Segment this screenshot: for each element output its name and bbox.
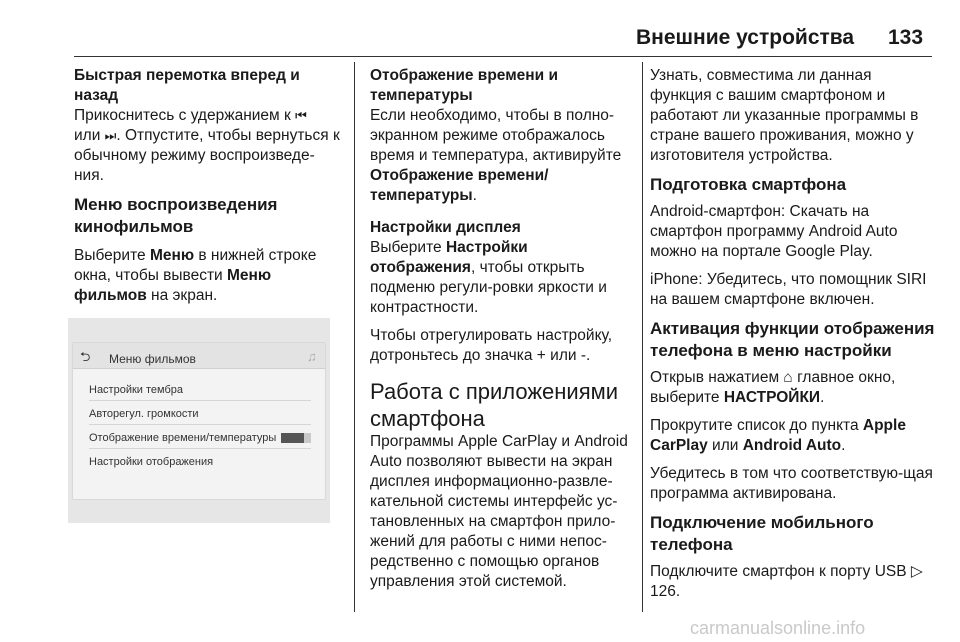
heading-prepare-smartphone: Подготовка смартфона	[650, 175, 847, 194]
paragraph-android: Android-смартфон: Скачать на смартфон программу Android Auto можно на портале Google Play.	[650, 203, 898, 260]
screen-figure	[68, 318, 330, 523]
time-temp-toggle[interactable]	[281, 433, 311, 443]
home-icon: ⌂	[783, 369, 793, 386]
paragraph-open-settings: Открыв нажатием ⌂ главное окно, выберите НАСТРОЙКИ.	[650, 369, 896, 406]
paragraph-iphone: iPhone: Убедитесь, что помощник SIRI на вашем смартфоне включен.	[650, 271, 927, 308]
column-2	[370, 66, 634, 600]
column-3	[650, 66, 936, 610]
paragraph-adjust: Чтобы отрегулировать настройку, дотроньтесь до значка + или -.	[370, 327, 613, 364]
heading-movie-menu: Меню воспроизведения кинофильмов	[74, 195, 278, 236]
paragraph-fast-forward: Прикоснитесь с удержанием к ⏮ или ⏭. Отпустите, чтобы вернуться к обычному режиму воспроизведе-ния.	[74, 107, 340, 184]
paragraph-compatibility: Узнать, совместима ли данная функция с вашим смартфоном и работают ли указанные программы в стране вашего проживания, можно у изготовителя устройства.	[650, 67, 919, 164]
paragraph-scroll-list: Прокрутите список до пункта Apple CarPlay или Android Auto.	[650, 417, 906, 454]
skip-next-icon: ⏭	[104, 128, 117, 143]
column-1	[74, 66, 342, 523]
paragraph-carplay-android: Программы Apple CarPlay и Android Auto позволяют вывести на экран дисплея информационно-развле-кательной системы интерфейс ус-тановленных на смартфон прило-жений для работы с ними непос-редственно с помощью органов управления этой системой.	[370, 433, 628, 590]
skip-previous-icon: ⏮	[295, 108, 307, 123]
column-divider-2	[642, 62, 643, 612]
page-number: 133	[888, 26, 924, 49]
menu-item-time-temp-display[interactable]: Отображение времени/температуры	[89, 427, 311, 449]
page-title: Внешние устройства	[636, 26, 855, 49]
heading-time-temp: Отображение времени и температуры	[370, 67, 559, 104]
menu-item-display-settings[interactable]: Настройки отображения	[89, 456, 214, 468]
column-divider-1	[354, 62, 355, 612]
heading-fast-forward: Быстрая перемотка вперед и назад	[74, 67, 300, 104]
music-note-icon: ♫	[307, 349, 317, 364]
page-reference-icon: ▷	[910, 563, 923, 580]
heading-connect-phone: Подключение мобильного телефона	[650, 513, 874, 554]
screen-title: Меню фильмов	[109, 352, 196, 366]
heading-smartphone-apps: Работа с приложениями смартфона	[370, 379, 619, 431]
watermark: carmanualsonline.info	[690, 618, 866, 638]
heading-display-settings: Настройки дисплея	[370, 219, 521, 236]
header-divider	[74, 56, 932, 57]
menu-item-auto-volume[interactable]: Авторегул. громкости	[89, 403, 311, 425]
paragraph-connect-usb: Подключите смартфон к порту USB ▷ 126.	[650, 563, 923, 600]
menu-item-tone-settings[interactable]: Настройки тембра	[89, 379, 311, 401]
infotainment-screen	[72, 342, 326, 500]
page-header	[0, 26, 960, 60]
paragraph-verify-active: Убедитесь в том что соответствую-щая программа активирована.	[650, 465, 933, 502]
screen-title-bar	[73, 343, 325, 369]
paragraph-time-temp: Если необходимо, чтобы в полно-экранном режиме отображалось время и температура, активируйте Отображение времени/ температуры.	[370, 107, 622, 204]
back-arrow-icon[interactable]: ⮌	[80, 349, 91, 364]
paragraph-movie-menu: Выберите Меню в нижней строке окна, чтобы вывести Меню фильмов на экран.	[74, 247, 317, 304]
paragraph-display-settings: Выберите Настройки отображения, чтобы открыть подменю регули-ровки яркости и контрастности.	[370, 239, 607, 316]
heading-activate-phone-display: Активация функции отображения телефона в меню настройки	[650, 319, 935, 360]
